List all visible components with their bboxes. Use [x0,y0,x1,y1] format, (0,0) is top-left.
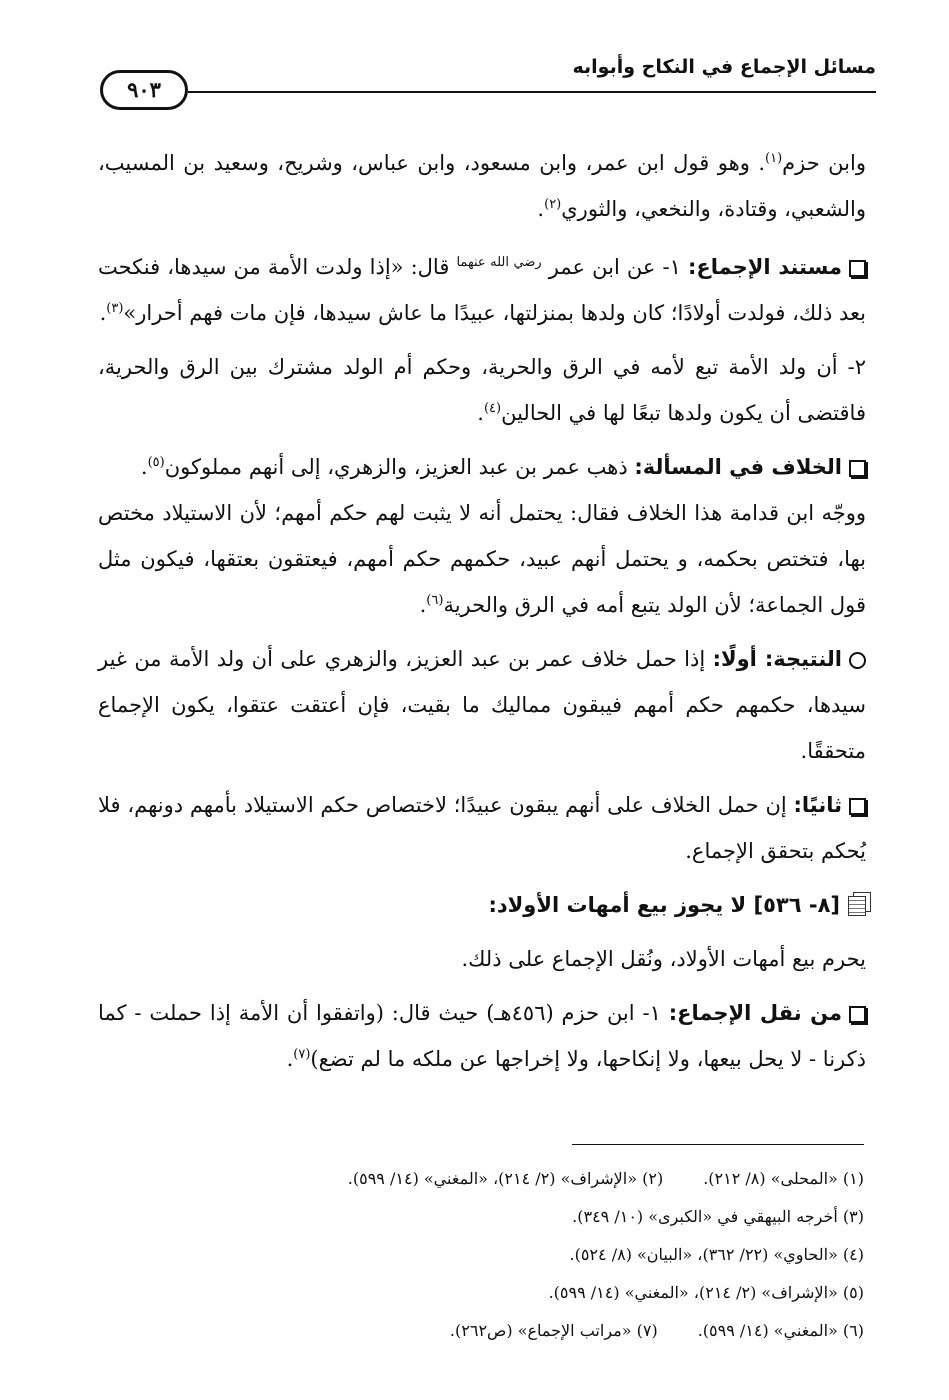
header-rule [188,91,876,93]
footnote: (٢) «الإشراف» (٢/ ٢١٤)، «المغني» (١٤/ ٥٩٩). [347,1169,664,1188]
evidence-label: مستند الإجماع: [687,255,842,279]
footnote: (٤) «الحاوي» (٢٢/ ٣٦٢)، «البيان» (٨/ ٥٢٤). [569,1245,864,1264]
document-icon [848,896,866,916]
footnote-ref: (٥) [147,455,165,470]
footnote-line [98,1312,864,1350]
footnote: (٧) «مراتب الإجماع» (ص٢٦٢). [449,1321,658,1340]
honorific-glyph: رضي الله عنهما [456,255,542,270]
paragraph-text: . وهو قول ابن عمر، وابن مسعود، وابن عباس، وشريح، وسعيد بن المسيب، والشعبي، وقتادة، والنخعي، والثوري [98,151,866,221]
footnote: (١) «المحلى» (٨/ ٢١٢). [703,1169,864,1188]
paragraph-text: إن حمل الخلاف على أنهم يبقون عبيدًا؛ لاختصاص حكم الاستيلاد بأمهم دونهم، فلا يُحكم بتحقق الإجماع. [98,793,866,863]
paragraph-text: إذا حمل خلاف عمر بن عبد العزيز، والزهري على أن ولد الأمة من غير سيدها، حكمهم حكم أمهم فيبقون مماليك ما بقيت، فإن أعتقت عتقوا، يكون الإجماع متحققًا. [98,647,866,763]
running-header-title: مسائل الإجماع في النكاح وأبوابه [572,56,876,78]
square-bullet-icon [849,460,866,477]
circle-bullet-icon [849,652,866,669]
paragraph-evidence-2 [98,344,866,436]
result-label: النتيجة: أولًا: [712,647,842,671]
main-text [98,140,866,1090]
paragraph-text: . [286,1047,294,1071]
section-heading [98,882,866,928]
paragraph-text: ١- ابن حزم (٤٥٦هـ) حيث قال: (واتفقوا أن الأمة إذا حملت - كما ذكرنا - لا يحل بيعها، ولا إنكاحها، ولا إخراجها عن ملكه ما لم تضع) [98,1001,866,1071]
paragraph-text: . [537,197,545,221]
footnote-line [98,1198,864,1236]
paragraph-result-first [98,636,866,774]
paragraph-text: . [477,401,484,425]
page-number: ٩٠٣ [100,70,188,110]
paragraph-text: ووجّه ابن قدامة هذا الخلاف فقال: يحتمل أنه لا يثبت لهم حكم أمهم؛ لأن الاستيلاد مختص بها، فتختص بحكمه، و يحتمل أنهم عبيد، حكمهم حكم أمهم، فيعتقون بعتقها، فيكون مثل قول الجماعة؛ لأن الولد يتبع أمه في الرق والحرية [98,501,866,617]
footnote: (٣) أخرجه البيهقي في «الكبرى» (١٠/ ٣٤٩). [572,1207,864,1226]
paragraph-text: . [140,455,148,479]
paragraph-text: وابن حزم [782,151,866,175]
paragraph-rule [98,936,866,982]
paragraph-text: . [99,301,107,325]
disagreement-label: الخلاف في المسألة: [634,455,842,479]
transmitters-label: من نقل الإجماع: [668,1001,842,1025]
paragraph-text: ٢- أن ولد الأمة تبع لأمه في الرق والحرية، وحكم أم الولد مشترك بين الرق والحرية، فاقتضى أن يكون ولدها تبعًا لها في الحالين [98,355,866,425]
footnotes [98,1160,864,1350]
footnote-divider [572,1144,864,1145]
paragraph-text: يحرم بيع أمهات الأولاد، ونُقل الإجماع على ذلك. [461,947,866,971]
paragraph-text: ذهب عمر بن عبد العزيز، والزهري، إلى أنهم مملوكون [164,455,628,479]
square-bullet-icon [849,798,866,815]
square-bullet-icon [849,260,866,277]
footnote-ref: (١) [765,151,783,166]
paragraph-text: قال: «إذا ولدت الأمة من سيدها، فنكحت بعد ذلك، فولدت أولادًا؛ كان ولدها بمنزلتها، عبيدًا ما عاش سيدها، فإن مات فهم أحرار» [98,255,866,325]
paragraph-disagreement [98,444,866,490]
second-label: ثانيًا: [793,793,842,817]
footnote: (٥) «الإشراف» (٢/ ٢١٤)، «المغني» (١٤/ ٥٩٩). [548,1283,864,1302]
paragraph-evidence [98,240,866,336]
paragraph-1 [98,140,866,232]
footnote-ref: (٣) [106,301,124,316]
footnote-line [98,1274,864,1312]
paragraph-ibn-qudama [98,490,866,628]
footnote-ref: (٧) [293,1047,311,1062]
running-header [96,56,876,122]
footnote-ref: (٢) [544,197,562,212]
footnote-line [98,1160,864,1198]
footnote-ref: (٦) [426,593,444,608]
footnote: (٦) «المغني» (١٤/ ٥٩٩). [697,1321,864,1340]
footnote-line [98,1236,864,1274]
paragraph-text: ١- عن ابن عمر [548,255,681,279]
footnote-ref: (٤) [483,401,502,416]
square-bullet-icon [849,1006,866,1023]
paragraph-transmitters [98,990,866,1082]
section-heading-text: [٨- ٥٣٦] لا يجوز بيع أمهات الأولاد: [488,893,840,917]
paragraph-text: . [419,593,427,617]
paragraph-result-second [98,782,866,874]
